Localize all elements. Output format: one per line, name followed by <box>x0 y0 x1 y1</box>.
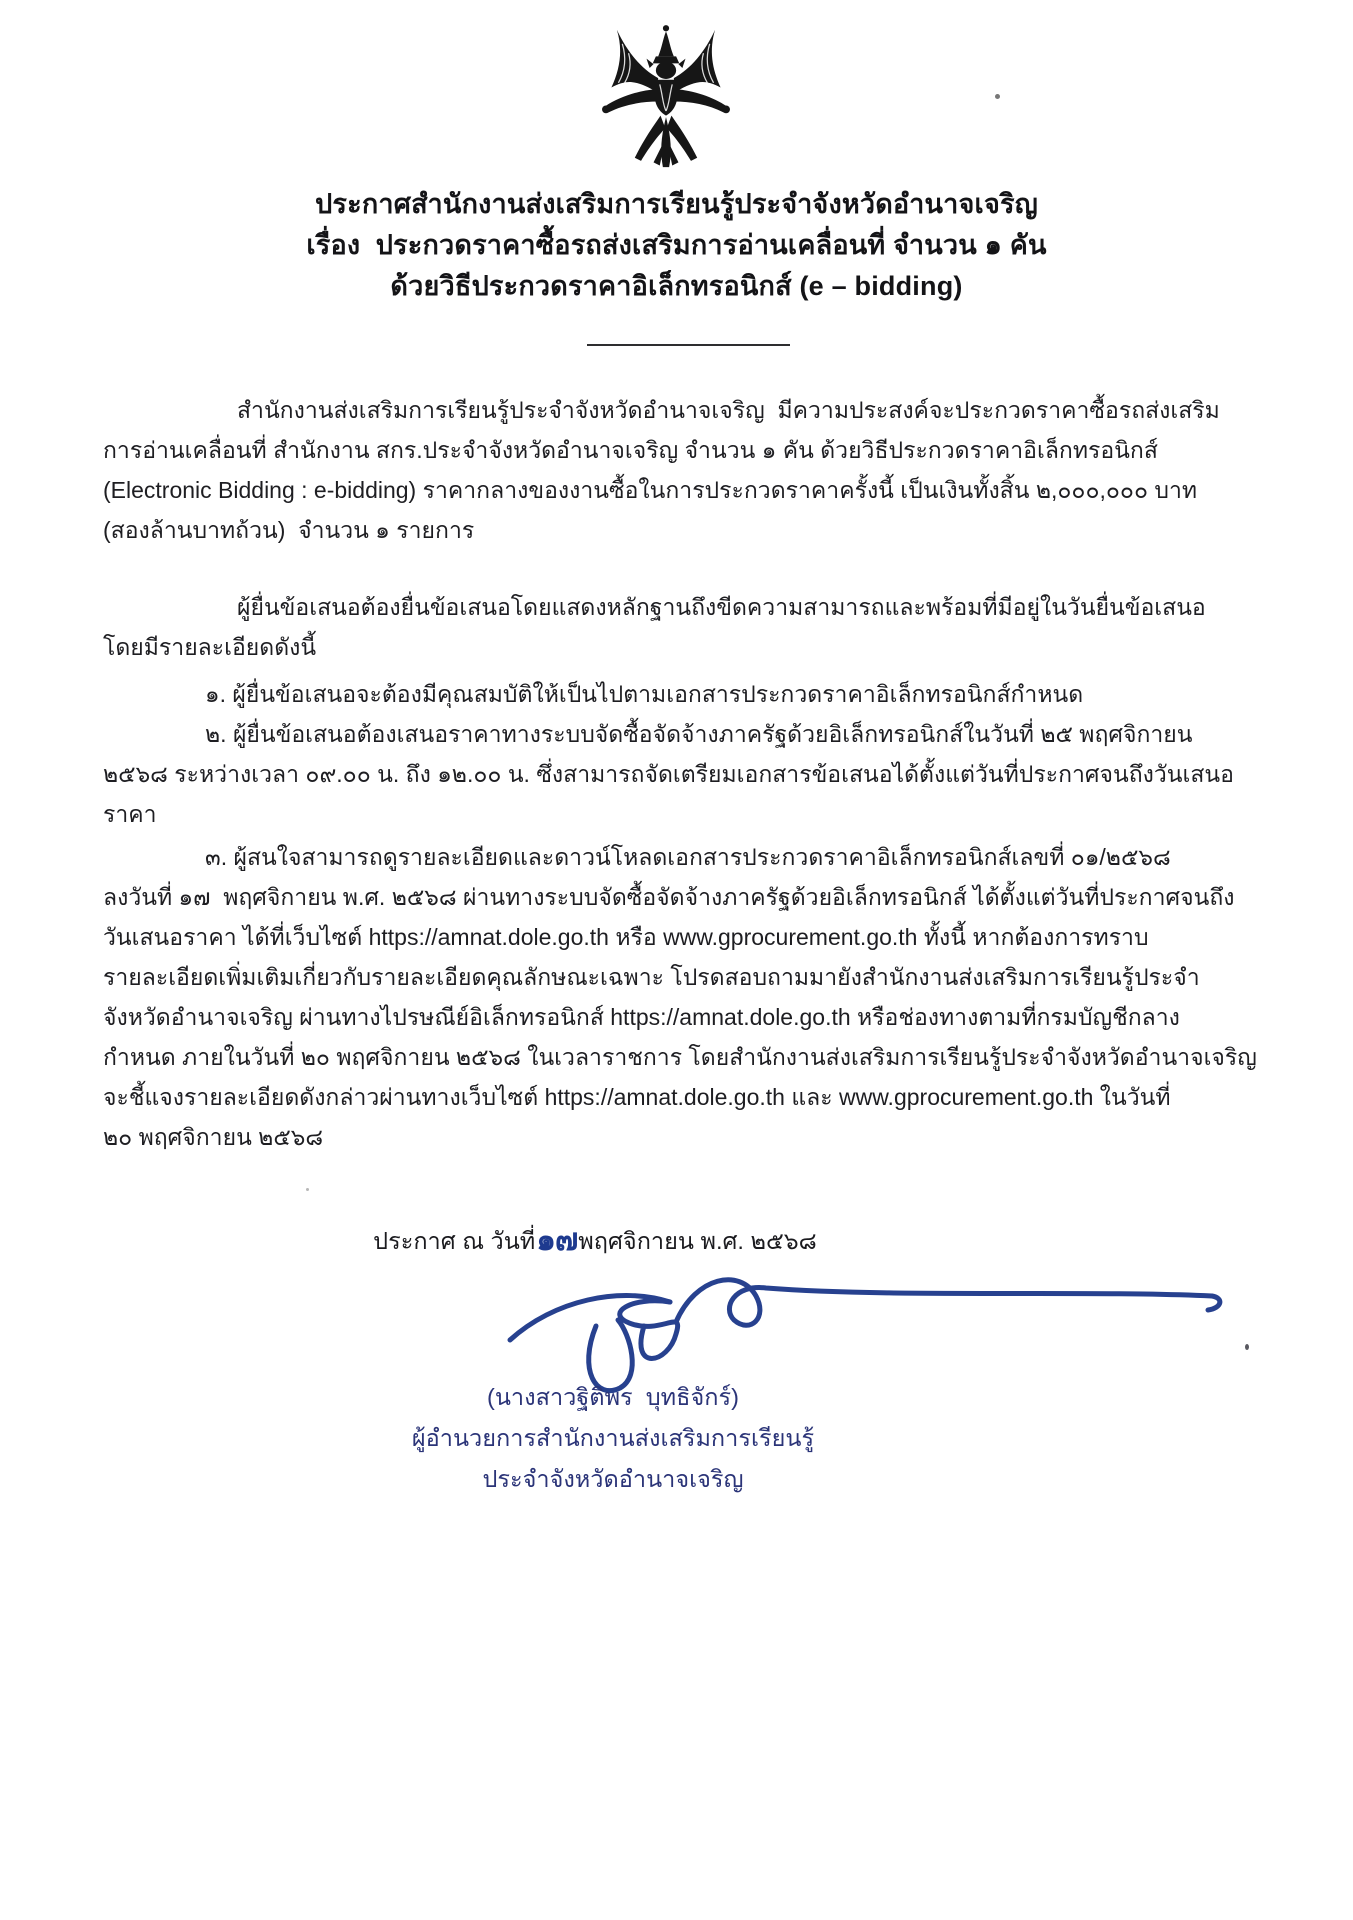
text-line: (สองล้านบาทถ้วน) จำนวน ๑ รายการ <box>103 517 475 543</box>
text-line: ๑. ผู้ยื่นข้อเสนอจะต้องมีคุณสมบัติให้เป็นไปตามเอกสารประกวดราคาอิเล็กทรอนิกส์กำหนด <box>205 681 1084 707</box>
title-separator-rule <box>587 344 790 346</box>
text-line: จะชี้แจงรายละเอียดดังกล่าวผ่านทางเว็บไซต์ https://amnat.dole.go.th และ www.gprocurement.go.th ในวันที่ <box>103 1084 1171 1110</box>
signer-name: (นางสาวฐิติพร บุทธิจักร์) <box>487 1384 739 1410</box>
text-line: ราคา <box>103 801 157 827</box>
handwritten-day-number: ๑๗ <box>536 1222 578 1257</box>
text-line: ลงวันที่ ๑๗ พฤศจิกายน พ.ศ. ๒๕๖๘ ผ่านทางระบบจัดซื้อจัดจ้างภาครัฐด้วยอิเล็กทรอนิกส์ ได้ตั้งแต่วันที่ประกาศจนถึง <box>103 884 1235 910</box>
condition-item-3 <box>103 837 1263 1157</box>
scan-speck <box>995 94 1000 99</box>
text-line: ๒. ผู้ยื่นข้อเสนอต้องเสนอราคาทางระบบจัดซื้อจัดจ้างภาครัฐด้วยอิเล็กทรอนิกส์ในวันที่ ๒๕ พฤศจิกายน <box>205 721 1193 747</box>
text-line: สำนักงานส่งเสริมการเรียนรู้ประจำจังหวัดอำนาจเจริญ มีความประสงค์จะประกวดราคาซื้อรถส่งเสริม <box>237 397 1220 423</box>
text-line: จังหวัดอำนาจเจริญ ผ่านทางไปรษณีย์อิเล็กทรอนิกส์ https://amnat.dole.go.th หรือช่องทางตามที่กรมบัญชีกลาง <box>103 1004 1180 1030</box>
text-line: (Electronic Bidding : e-bidding) ราคากลางของงานซื้อในการประกวดราคาครั้งนี้ เป็นเงินทั้งสิ้น ๒,๐๐๐,๐๐๐ บาท <box>103 477 1198 503</box>
text-line: ๓. ผู้สนใจสามารถดูรายละเอียดและดาวน์โหลดเอกสารประกวดราคาอิเล็กทรอนิกส์เลขที่ ๐๑/๒๕๖๘ <box>205 844 1171 870</box>
text-line: ผู้ยื่นข้อเสนอต้องยื่นข้อเสนอโดยแสดงหลักฐานถึงขีดความสามารถและพร้อมที่มีอยู่ในวันยื่นข้อเสนอ <box>237 594 1206 620</box>
title-line-3: ด้วยวิธีประกวดราคาอิเล็กทรอนิกส์ (e – bidding) <box>390 271 963 301</box>
document-title-block <box>0 184 1353 307</box>
text-line: กำหนด ภายในวันที่ ๒๐ พฤศจิกายน ๒๕๖๘ ในเวลาราชการ โดยสำนักงานส่งเสริมการเรียนรู้ประจำจังหวัดอำนาจเจริญ <box>103 1044 1257 1070</box>
text-line: การอ่านเคลื่อนที่ สำนักงาน สกร.ประจำจังหวัดอำนาจเจริญ จำนวน ๑ คัน ด้วยวิธีประกวดราคาอิเล็กทรอนิกส์ <box>103 437 1158 463</box>
text-line: ๒๕๖๘ ระหว่างเวลา ๐๙.๐๐ น. ถึง ๑๒.๐๐ น. ซึ่งสามารถจัดเตรียมเอกสารข้อเสนอได้ตั้งแต่วันที่ประกาศจนถึงวันเสนอ <box>103 761 1234 787</box>
opening-paragraph <box>103 390 1263 550</box>
signer-block <box>363 1377 863 1500</box>
text-line: โดยมีรายละเอียดดังนี้ <box>103 634 317 660</box>
text-line: รายละเอียดเพิ่มเติมเกี่ยวกับรายละเอียดคุณลักษณะเฉพาะ โปรดสอบถามมายังสำนักงานส่งเสริมการเรียนรู้ประจำ <box>103 964 1200 990</box>
scan-speck <box>306 1188 309 1191</box>
announcement-date-line <box>0 1219 1190 1261</box>
date-suffix: พฤศจิกายน พ.ศ. ๒๕๖๘ <box>578 1228 817 1254</box>
text-line: วันเสนอราคา ได้ที่เว็บไซต์ https://amnat.dole.go.th หรือ www.gprocurement.go.th ทั้งนี้ หากต้องการทราบ <box>103 924 1149 950</box>
requirements-intro-paragraph <box>103 587 1263 667</box>
signer-title-line-2: ประจำจังหวัดอำนาจเจริญ <box>482 1466 744 1492</box>
condition-item-1 <box>103 674 1263 714</box>
title-line-2: เรื่อง ประกวดราคาซื้อรถส่งเสริมการอ่านเคลื่อนที่ จำนวน ๑ คัน <box>306 230 1047 260</box>
condition-item-2 <box>103 714 1263 834</box>
scan-speck <box>1245 1344 1249 1350</box>
text-line: ๒๐ พฤศจิกายน ๒๕๖๘ <box>103 1124 324 1150</box>
date-prefix: ประกาศ ณ วันที่ <box>373 1228 536 1254</box>
title-line-1: ประกาศสำนักงานส่งเสริมการเรียนรู้ประจำจังหวัดอำนาจเจริญ <box>315 189 1038 219</box>
signer-title-line-1: ผู้อำนวยการสำนักงานส่งเสริมการเรียนรู้ <box>411 1425 815 1451</box>
garuda-emblem-icon <box>588 22 744 178</box>
